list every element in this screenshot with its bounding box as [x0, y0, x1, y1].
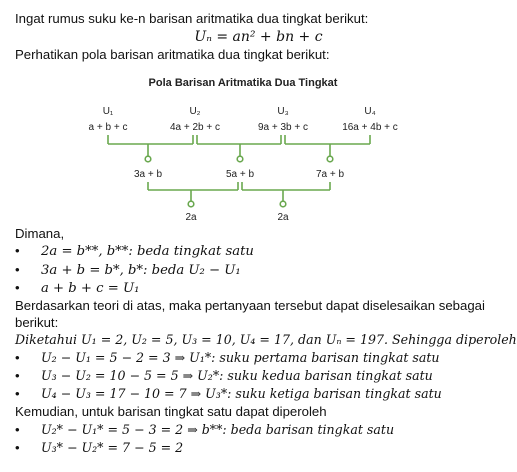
list-item: • U₄ − U₃ = 17 − 10 = 7 ⇒ U₃*: suku ketiga barisan tingkat satu — [15, 386, 442, 401]
list-item: • 2a = b**, b**: beda tingkat satu — [15, 243, 254, 259]
dimana-heading: Dimana, — [15, 226, 65, 241]
term-expr: 9a + 3b + c — [257, 122, 309, 133]
term-expr: a + b + c — [88, 122, 128, 133]
first-diff: 3a + b — [133, 169, 163, 180]
diagram-title: Pola Barisan Aritmatika Dua Tingkat — [148, 77, 338, 89]
second-diff: 2a — [277, 212, 289, 223]
node-circle — [280, 201, 286, 207]
first-level-brackets — [108, 135, 370, 156]
given-line: Diketahui U₁ = 2, U₂ = 5, U₃ = 10, U₄ = 17, dan Uₙ = 197. Sehingga diperoleh — [15, 332, 517, 347]
list-item: • U₂* − U₁* = 5 − 3 = 2 ⇒ b**: beda barisan tingkat satu — [15, 422, 395, 437]
intro-line-2: Perhatikan pola barisan aritmatika dua tingkat berikut: — [15, 47, 330, 62]
node-circle — [327, 156, 333, 162]
pola-diagram — [0, 70, 517, 225]
node-circle — [237, 156, 243, 162]
term-name: U₁ — [102, 106, 114, 117]
intro-line-1: Ingat rumus suku ke-n barisan aritmatika dua tingkat berikut: — [15, 11, 369, 26]
term-name: U₄ — [364, 106, 376, 117]
formula: Uₙ = an² + bn + c — [194, 29, 323, 45]
list-item: • 3a + b = b*, b*: beda U₂ − U₁ — [15, 262, 241, 278]
list-item: • U₃* − U₂* = 7 − 5 = 2 — [15, 440, 184, 455]
list-item: • U₃ − U₂ = 10 − 5 = 5 ⇒ U₂*: suku kedua barisan tingkat satu — [15, 368, 433, 383]
list-item: • a + b + c = U₁ — [15, 280, 140, 296]
second-level-brackets — [148, 182, 330, 201]
node-circle — [188, 201, 194, 207]
first-diff: 5a + b — [225, 169, 255, 180]
node-circle — [145, 156, 151, 162]
solusi-para-1: Berdasarkan teori di atas, maka pertanyaan tersebut dapat diselesaikan sebagai — [15, 298, 485, 313]
kemudian-line: Kemudian, untuk barisan tingkat satu dapat diperoleh — [15, 404, 327, 419]
list-item: • U₂ − U₁ = 5 − 2 = 3 ⇒ U₁*: suku pertama barisan tingkat satu — [15, 350, 440, 365]
solusi-para-2: berikut: — [15, 315, 59, 330]
term-name: U₂ — [189, 106, 201, 117]
term-expr: 4a + 2b + c — [169, 122, 221, 133]
term-expr: 16a + 4b + c — [342, 122, 398, 133]
second-diff: 2a — [185, 212, 197, 223]
first-diff: 7a + b — [315, 169, 345, 180]
term-name: U₃ — [277, 106, 289, 117]
